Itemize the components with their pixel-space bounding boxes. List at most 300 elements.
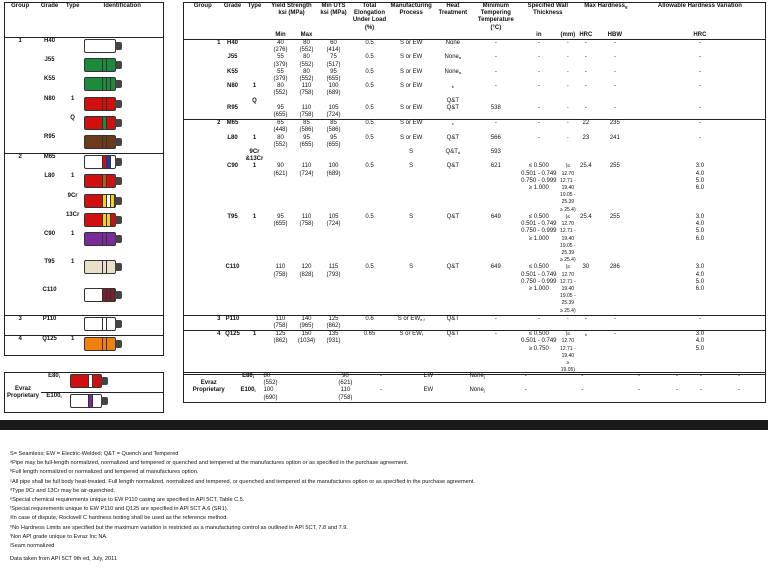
tempering-cell: - bbox=[473, 120, 519, 135]
uts-cell: 125 (862) bbox=[318, 315, 350, 330]
pipe-band bbox=[88, 374, 93, 388]
group-cell bbox=[5, 115, 36, 134]
evraz-grade: E80$^i$ bbox=[234, 373, 263, 388]
evraz-hrc: - bbox=[665, 373, 689, 388]
group-cell: 2 bbox=[184, 120, 222, 135]
pipe-icon bbox=[82, 213, 122, 227]
header-wall-thickness: Specified Wall Thickness bbox=[519, 3, 577, 32]
hardness-hrc-cell: - bbox=[584, 83, 587, 90]
heat-treatment-cell: Q&T bbox=[446, 104, 460, 111]
hardness-hrc-cell: - bbox=[584, 104, 587, 111]
evraz-row bbox=[184, 387, 766, 402]
tempering-cell: - bbox=[473, 40, 519, 55]
hardness-hrc-cell: - bbox=[577, 40, 595, 55]
group-cell bbox=[184, 135, 222, 149]
wall-mm-cell: - bbox=[567, 83, 569, 90]
grade-cell: H40 bbox=[35, 38, 64, 58]
pipe-body bbox=[70, 374, 102, 388]
left-row bbox=[5, 259, 164, 287]
sup: i bbox=[252, 374, 254, 379]
group-cell bbox=[184, 149, 222, 163]
right-row bbox=[184, 331, 766, 375]
group-cell: 4 bbox=[184, 331, 222, 375]
footnote: ᶠSpecial requirements unique to EW P110 and Q125 are specified in API 5CT A.6 (SR1). bbox=[10, 506, 229, 513]
tempering-cell: - bbox=[494, 54, 497, 61]
tempering-cell: - bbox=[494, 68, 497, 75]
header-group: Group bbox=[5, 3, 36, 38]
wall-mm-cell: - bbox=[567, 68, 569, 75]
sup: i bbox=[60, 394, 62, 400]
evraz-identification bbox=[67, 373, 164, 393]
wall-mm-cell bbox=[559, 149, 577, 163]
wall-in-cell bbox=[519, 98, 559, 105]
spacer bbox=[5, 356, 164, 357]
yield-max-cell: 120 (828) bbox=[299, 264, 314, 278]
tempering-cell: - bbox=[473, 331, 519, 375]
group-cell: 1 bbox=[184, 40, 222, 55]
type-cell: 1 bbox=[70, 231, 75, 238]
yield-min-cell: 90 (621) bbox=[273, 163, 288, 177]
type-cell: 1 bbox=[70, 173, 75, 180]
footnote: ᵍIn case of dispute, Rockwell C hardness testing shall be used as the reference method. bbox=[10, 515, 228, 522]
group-cell bbox=[184, 163, 222, 213]
pipe-cap bbox=[115, 340, 122, 348]
right-evraz-table bbox=[183, 372, 766, 403]
pipe-icon bbox=[82, 174, 122, 188]
subheader bbox=[318, 32, 350, 40]
allowable-cell bbox=[635, 149, 766, 163]
wall-in-cell: - bbox=[537, 83, 540, 90]
right-row bbox=[184, 315, 766, 330]
wall-mm-cell: - bbox=[567, 54, 569, 61]
separator-bar bbox=[0, 420, 768, 430]
pipe-cap bbox=[115, 61, 122, 69]
type-cell bbox=[64, 76, 82, 95]
wall-in-cell: - bbox=[537, 134, 540, 141]
elongation-cell: 0.5 bbox=[365, 163, 374, 170]
manufacturing-cell: S bbox=[409, 213, 414, 220]
footnotes bbox=[0, 430, 768, 578]
header-grade: Grade bbox=[222, 3, 244, 32]
wall-in-cell: - bbox=[519, 40, 559, 55]
pipe-icon bbox=[82, 39, 122, 53]
type-cell: 13Cr bbox=[65, 211, 80, 218]
identification-cell bbox=[81, 76, 163, 95]
footnote: ʲSeam normalized bbox=[10, 543, 55, 550]
grade-cell: N80 bbox=[44, 95, 56, 102]
elongation-cell: 0.5 bbox=[365, 68, 374, 75]
type-cell: 1 bbox=[252, 134, 257, 141]
pipe-icon bbox=[82, 288, 122, 302]
allowable-cell: - bbox=[635, 69, 766, 83]
pipe-icon bbox=[82, 232, 122, 246]
evraz-tempering: - bbox=[499, 373, 552, 388]
left-row bbox=[5, 212, 164, 231]
identification-cell bbox=[81, 115, 163, 134]
evraz-manufacturing: EW bbox=[402, 387, 455, 402]
evraz-uts: 90 (621) bbox=[331, 373, 360, 388]
pipe-icon bbox=[82, 135, 122, 149]
type-cell: 1 bbox=[252, 213, 257, 220]
pipe-icon bbox=[82, 58, 122, 72]
allowable-cell: - bbox=[635, 54, 766, 68]
grade-cell bbox=[35, 115, 64, 134]
manufacturing-cell: S or EW bbox=[400, 68, 423, 75]
sup: a bbox=[458, 69, 462, 75]
heat-treatment-cell: Q&T bbox=[433, 331, 473, 375]
identification-cell bbox=[81, 193, 163, 212]
sup: j bbox=[483, 388, 485, 394]
allowable-cell: 3.0 4.0 5.0 6.0 bbox=[635, 264, 766, 315]
elongation-cell: 0.5 bbox=[365, 264, 374, 271]
header-heat-treatment: Heat Treatment bbox=[433, 3, 473, 32]
grade-cell: K55 bbox=[44, 76, 56, 83]
right-row bbox=[184, 135, 766, 149]
sup: h bbox=[584, 332, 587, 338]
header-allowable: Allowable Hardness Variation bbox=[635, 3, 766, 32]
type-cell: 9Cr bbox=[67, 192, 78, 199]
evraz-elongation: - bbox=[360, 387, 402, 402]
pipe-cap bbox=[115, 320, 122, 328]
hardness-hbw-cell: - bbox=[595, 315, 635, 330]
header-elongation: Total Elongation Under Load (%) bbox=[350, 3, 390, 32]
right-row bbox=[184, 69, 766, 83]
hardness-hbw-cell: - bbox=[613, 104, 616, 111]
uts-cell: 60 (414) bbox=[318, 40, 350, 55]
yield-min-cell: 125 (862) bbox=[266, 331, 296, 375]
pipe-cap bbox=[115, 119, 122, 127]
group-cell bbox=[5, 212, 36, 231]
type-cell bbox=[244, 264, 266, 315]
hardness-hbw-cell: 255 bbox=[609, 163, 620, 170]
grade-cell: P110 bbox=[222, 315, 244, 330]
right-row bbox=[184, 214, 766, 264]
footnote: ʰNo Hardness Limits are specified but the maximum variation is restricted as a manufacturing control as outlined in API 5CT, 7.8 and 7.9. bbox=[10, 524, 348, 531]
evraz-yield: 80 (552) bbox=[262, 373, 330, 388]
pipe-band bbox=[102, 116, 107, 130]
wall-mm-cell: (≤ 12.70 12.71 - 19.40 19.05 - 25.39 ≥ 25.4) bbox=[560, 264, 576, 314]
yield-max-cell: 85 (586) bbox=[296, 120, 318, 135]
pipe-cap bbox=[115, 216, 122, 224]
pipe-icon bbox=[82, 116, 122, 130]
evraz-yield: 100 (690) bbox=[262, 387, 330, 402]
properties-table bbox=[183, 2, 766, 401]
hardness-hbw-cell: - bbox=[595, 40, 635, 55]
wall-in-cell: - bbox=[537, 68, 540, 75]
yield-max-cell: 80 (552) bbox=[299, 68, 314, 83]
pipe-body bbox=[84, 58, 116, 72]
hardness-hbw-cell bbox=[595, 149, 635, 163]
manufacturing-cell: S or EW$^{e,f}$ bbox=[390, 315, 433, 330]
elongation-cell bbox=[350, 149, 390, 163]
type-cell: 9Cr &13Cr bbox=[245, 149, 264, 163]
grade-cell: M65 bbox=[35, 154, 64, 174]
pipe-cap bbox=[115, 80, 122, 88]
identification-cell bbox=[81, 173, 163, 192]
right-row bbox=[184, 54, 766, 68]
right-row bbox=[184, 264, 766, 315]
elongation-cell: 0.5 bbox=[365, 213, 374, 220]
uts-cell: 135 (931) bbox=[318, 331, 350, 375]
hardness-hrc-cell: - bbox=[584, 54, 587, 61]
hardness-hbw-cell: 255 bbox=[609, 213, 620, 220]
type-cell: Q bbox=[252, 97, 257, 104]
header-grade: Grade bbox=[35, 3, 64, 38]
footnote: Data taken from API 5CT 9th ed, July, 2011 bbox=[10, 556, 117, 563]
header-max-hardness: Max Hardness$^g$ bbox=[577, 3, 635, 32]
hardness-hrc-cell: 25.4 bbox=[580, 213, 592, 220]
pipe-body bbox=[84, 260, 116, 274]
allowable-cell: - bbox=[635, 135, 766, 149]
footnote: ᶜAll pipe shall be full body heat-treated. Full length normalized, normalized and tempered, or quenched and tempered at the manufactures option or as specified in the purchase agreement. bbox=[10, 478, 475, 485]
left-row bbox=[5, 76, 164, 95]
uts-cell: 75 (517) bbox=[326, 54, 341, 68]
subheader: in bbox=[519, 32, 559, 40]
elongation-cell: 0.6 bbox=[350, 315, 390, 330]
type-cell bbox=[244, 40, 266, 55]
grade-cell: T95 bbox=[44, 259, 55, 266]
pipe-cap bbox=[115, 291, 122, 299]
identification-cell bbox=[81, 96, 163, 115]
left-row bbox=[5, 287, 164, 316]
type-cell: 1 bbox=[70, 95, 75, 102]
identification-cell bbox=[81, 212, 163, 231]
grade-cell: N80 bbox=[226, 83, 238, 90]
grade-cell bbox=[35, 212, 64, 231]
pipe-cap bbox=[101, 397, 108, 405]
evraz-wall-mm: - bbox=[613, 373, 666, 388]
type-cell bbox=[244, 315, 266, 330]
manufacturing-cell: S or EW bbox=[400, 83, 423, 90]
type-cell: Q bbox=[70, 114, 75, 121]
subheader bbox=[390, 32, 433, 40]
wall-mm-cell: - bbox=[559, 120, 577, 135]
yield-max-cell: 110 (758) bbox=[299, 104, 314, 119]
header-identification: Identification bbox=[81, 3, 163, 38]
evraz-wall-in: - bbox=[552, 387, 613, 402]
type-cell bbox=[64, 287, 82, 316]
left-row-end bbox=[5, 356, 164, 357]
subheader: HBW bbox=[595, 32, 635, 40]
sup: f bbox=[421, 332, 423, 338]
type-cell: 1 bbox=[70, 259, 75, 266]
manufacturing-cell: S or EW bbox=[400, 54, 423, 61]
header-group: Group bbox=[184, 3, 222, 32]
group-cell bbox=[184, 69, 222, 83]
subheader bbox=[184, 32, 222, 40]
group-cell: 1 bbox=[5, 38, 36, 58]
yield-min-cell bbox=[266, 149, 296, 163]
pipe-icon bbox=[82, 194, 122, 208]
elongation-cell: 0.5 bbox=[350, 40, 390, 55]
identification-cell bbox=[81, 231, 163, 259]
grade-cell: C110 bbox=[42, 287, 57, 294]
grade-cell: C90 bbox=[226, 163, 238, 170]
right-subheader-row bbox=[184, 32, 766, 40]
yield-min-cell: 65 (448) bbox=[266, 120, 296, 135]
hardness-hrc-cell: - bbox=[584, 68, 587, 75]
heat-treatment-cell: Q&T bbox=[446, 213, 460, 220]
evraz-grade: E100$^i$ bbox=[234, 387, 263, 402]
evraz-grade: E80$^i$ bbox=[41, 373, 67, 393]
identification-cell bbox=[81, 57, 163, 76]
yield-max-cell: 95 (655) bbox=[299, 134, 314, 148]
group-cell bbox=[5, 259, 36, 287]
yield-max-cell: 150 (1034) bbox=[296, 331, 318, 375]
tempering-cell: - bbox=[494, 83, 497, 90]
pipe-body bbox=[84, 135, 116, 149]
group-cell: 4 bbox=[5, 336, 36, 356]
pipe-band bbox=[102, 58, 107, 72]
wall-mm-cell: - bbox=[567, 104, 569, 111]
group-cell bbox=[5, 76, 36, 95]
grade-cell: Q125 bbox=[35, 336, 64, 356]
header-tempering: Minimum Tempering Temperature (°C) bbox=[473, 3, 519, 32]
right-row bbox=[184, 40, 766, 55]
type-cell bbox=[244, 120, 266, 135]
tempering-cell: 538 bbox=[490, 104, 501, 111]
allowable-cell: 3.0 4.0 5.0 bbox=[635, 331, 766, 375]
pipe-body bbox=[84, 232, 116, 246]
yield-max-cell: 80 (552) bbox=[299, 54, 314, 68]
pipe-cap bbox=[115, 177, 122, 185]
manufacturing-cell: S or EW bbox=[390, 40, 433, 55]
pipe-cap bbox=[115, 158, 122, 166]
header-yield: Yield Strength ksi (MPa) bbox=[266, 3, 318, 32]
type-cell: 1 bbox=[252, 163, 257, 170]
left-row bbox=[5, 38, 164, 58]
wall-in-cell bbox=[519, 149, 559, 163]
uts-cell: 85 (586) bbox=[318, 120, 350, 135]
heat-treatment-cell: Q&T bbox=[446, 134, 460, 141]
evraz-manufacturing: EW bbox=[402, 373, 455, 388]
sup: a bbox=[458, 55, 462, 61]
subheader bbox=[433, 32, 473, 40]
right-header-row bbox=[184, 3, 766, 32]
evraz-group: Evraz Proprietary bbox=[184, 373, 234, 403]
evraz-hrc: - bbox=[665, 387, 689, 402]
group-cell bbox=[5, 96, 36, 115]
manufacturing-cell: S bbox=[409, 149, 414, 156]
right-row bbox=[184, 120, 766, 135]
sup: d bbox=[457, 150, 461, 156]
manufacturing-cell: S bbox=[409, 163, 414, 170]
wall-mm-cell: (≤ 12.70 12.71 - 19.40 19.05 - 25.39 ≥ 25.4) bbox=[560, 163, 576, 213]
hardness-hrc-cell: 30 bbox=[582, 264, 590, 271]
pipe-band bbox=[102, 135, 107, 149]
evraz-grade: E100$^i$ bbox=[41, 393, 67, 413]
heat-treatment-cell: Q&T bbox=[433, 315, 473, 330]
type-cell bbox=[244, 54, 266, 68]
pipe-cap bbox=[101, 377, 108, 385]
right-row bbox=[184, 105, 766, 120]
pipe-cap bbox=[115, 138, 122, 146]
pipe-body bbox=[84, 39, 116, 53]
evraz-wall-in: - bbox=[552, 373, 613, 388]
elongation-cell: 0.5 bbox=[365, 104, 374, 111]
wall-mm-cell: (≤ 12.70 12.71 - 19.40 ≥ 19.05) bbox=[560, 331, 576, 374]
yield-min-cell: 95 (655) bbox=[273, 104, 288, 119]
yield-max-cell bbox=[296, 149, 318, 163]
pipe-cap bbox=[115, 263, 122, 271]
group-cell bbox=[184, 98, 222, 105]
left-header-row bbox=[5, 3, 164, 38]
yield-max-cell: 80 (552) bbox=[296, 40, 318, 55]
pipe-band bbox=[88, 394, 93, 408]
group-cell: 3 bbox=[184, 315, 222, 330]
header-uts: Min UTS ksi (MPa) bbox=[318, 3, 350, 32]
heat-treatment-cell: None$^a$ bbox=[444, 54, 462, 61]
allowable-cell: - bbox=[635, 315, 766, 330]
pipe-icon bbox=[68, 374, 108, 388]
pipe-band bbox=[106, 77, 111, 91]
evraz-hbw: - bbox=[689, 387, 713, 402]
grade-cell: C110 bbox=[225, 264, 240, 271]
uts-cell: 100 (689) bbox=[326, 83, 341, 97]
identification-cell bbox=[81, 259, 163, 287]
yield-max-cell: 110 (758) bbox=[299, 83, 314, 97]
pipe-icon bbox=[82, 317, 122, 331]
left-row bbox=[5, 134, 164, 154]
hardness-hrc-cell: 22 bbox=[577, 120, 595, 135]
heat-treatment-cell bbox=[433, 83, 473, 97]
wall-in-cell: ≤ 0.500 0.501 - 0.749 0.750 - 0.999 ≥ 1.000 bbox=[521, 163, 557, 192]
group-cell bbox=[184, 105, 222, 120]
tempering-cell: 649 bbox=[490, 213, 501, 220]
pipe-cap bbox=[115, 100, 122, 108]
tempering-cell: - bbox=[473, 315, 519, 330]
allowable-cell bbox=[635, 98, 766, 105]
manufacturing-cell: S or EW bbox=[400, 134, 423, 141]
evraz-row bbox=[5, 373, 164, 393]
tempering-cell: 621 bbox=[490, 163, 501, 170]
manufacturing-cell: S or $EW^f$ bbox=[390, 331, 433, 375]
uts-cell: 100 (689) bbox=[326, 163, 341, 177]
grade-cell: J55 bbox=[227, 54, 238, 61]
evraz-row bbox=[184, 373, 766, 388]
left-row bbox=[5, 96, 164, 115]
type-cell bbox=[244, 105, 266, 120]
sup: i bbox=[254, 388, 256, 394]
evraz-identification bbox=[67, 393, 164, 413]
pipe-body bbox=[84, 213, 116, 227]
wall-in-cell: ≤ 0.500 0.501 - 0.749 ≥ 0.750 bbox=[519, 331, 559, 375]
pipe-body bbox=[84, 116, 116, 130]
hardness-hbw-cell: 286 bbox=[609, 264, 620, 271]
subheader: HRC bbox=[577, 32, 595, 40]
identification-cell bbox=[81, 134, 163, 154]
grade-cell bbox=[35, 193, 64, 212]
subheader: HRC bbox=[635, 32, 766, 40]
grade-cell: L80 bbox=[227, 134, 238, 141]
evraz-group: Evraz Proprietary bbox=[5, 373, 42, 413]
footnote: S= Seamless; EW = Electric-Welded; Q&T = Quench and Tempered bbox=[10, 451, 179, 457]
yield-min-cell: 40 (276) bbox=[266, 40, 296, 55]
footnote: ᵇFull length normalized or normalized and tempered at manufactures option. bbox=[10, 469, 199, 476]
pipe-band bbox=[102, 97, 107, 111]
pipe-body bbox=[84, 337, 116, 351]
evraz-allowable: - bbox=[713, 387, 766, 402]
left-row bbox=[5, 173, 164, 192]
allowable-cell: - bbox=[635, 120, 766, 135]
right-row bbox=[184, 98, 766, 105]
group-cell bbox=[5, 173, 36, 192]
evraz-hbw: - bbox=[689, 373, 713, 388]
wall-mm-cell: (≤ 12.70 12.71 - 19.40 19.05 - 25.39 ≥ 25.4) bbox=[560, 213, 576, 264]
hardness-hbw-cell: 235 bbox=[595, 120, 635, 135]
pipe-band bbox=[102, 232, 107, 246]
pipe-band bbox=[106, 155, 111, 169]
